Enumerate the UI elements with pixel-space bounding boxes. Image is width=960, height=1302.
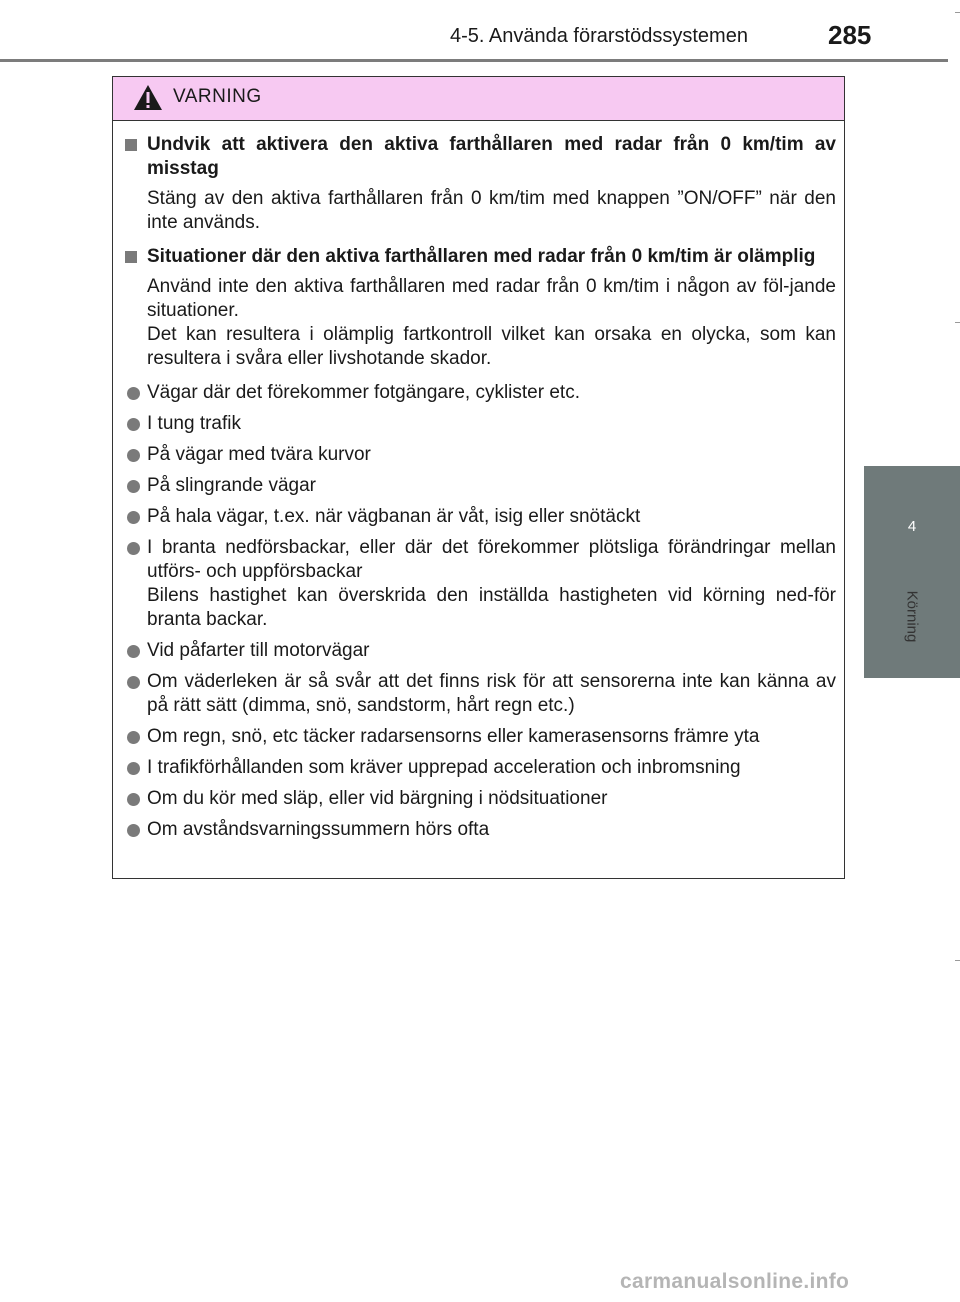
chapter-label: Körning — [903, 590, 921, 643]
watermark: carmanualsonline.info — [620, 1270, 850, 1293]
list-item — [125, 412, 836, 436]
warning-triangle-icon — [133, 84, 163, 111]
section-paragraph — [125, 275, 836, 371]
list-item — [125, 787, 836, 811]
circle-bullet-icon — [127, 676, 140, 689]
crop-mark — [955, 960, 960, 961]
list-item-text: I tung trafik — [147, 413, 241, 434]
circle-bullet-icon — [127, 480, 140, 493]
list-item — [125, 474, 836, 498]
list-item — [125, 443, 836, 467]
list-item-text: På slingrande vägar — [147, 475, 316, 496]
circle-bullet-icon — [127, 824, 140, 837]
circle-bullet-icon — [127, 418, 140, 431]
circle-bullet-icon — [127, 731, 140, 744]
crop-mark — [955, 322, 960, 323]
section-heading — [125, 133, 836, 181]
crop-mark — [955, 12, 960, 13]
list-item — [125, 536, 836, 632]
list-item — [125, 818, 836, 842]
section-paragraph — [125, 187, 836, 235]
circle-bullet-icon — [127, 645, 140, 658]
list-item — [125, 381, 836, 405]
warning-header — [113, 77, 844, 121]
list-item-text: På hala vägar, t.ex. när vägbanan är våt, isig eller snötäckt — [147, 506, 641, 527]
square-bullet-icon — [125, 139, 137, 151]
chapter-number: 4 — [907, 518, 917, 535]
list-item-text: Vägar där det förekommer fotgängare, cyklister etc. — [147, 382, 580, 403]
warning-body — [113, 121, 844, 842]
circle-bullet-icon — [127, 511, 140, 524]
list-item — [125, 505, 836, 529]
list-item-text: Bilens hastighet kan överskrida den inställda hastigheten vid körning ned-för branta backar. — [147, 585, 836, 630]
section-heading-text: Situationer där den aktiva farthållaren med radar från 0 km/tim är olämplig — [147, 246, 816, 267]
list-item — [125, 725, 836, 749]
circle-bullet-icon — [127, 449, 140, 462]
list-item — [125, 756, 836, 780]
circle-bullet-icon — [127, 387, 140, 400]
list-item-text: I branta nedförsbackar, eller där det förekommer plötsliga förändringar mellan utförs- och uppförsbackar — [147, 537, 836, 582]
list-item-text: I trafikförhållanden som kräver upprepad acceleration och inbromsning — [147, 757, 741, 778]
section-heading-text: Undvik att aktivera den aktiva farthållaren med radar från 0 km/tim av misstag — [147, 134, 836, 179]
square-bullet-icon — [125, 251, 137, 263]
list-item-text: Vid påfarter till motorvägar — [147, 640, 370, 661]
circle-bullet-icon — [127, 793, 140, 806]
section-heading — [125, 245, 836, 269]
list-item — [125, 670, 836, 718]
paragraph-line: Det kan resultera i olämplig fartkontroll vilket kan orsaka en olycka, som kan resultera i svåra eller livshotande skador. — [147, 324, 836, 369]
list-item — [125, 639, 836, 663]
paragraph-line: Använd inte den aktiva farthållaren med radar från 0 km/tim i någon av föl-jande situationer. — [147, 276, 836, 321]
warning-title: VARNING — [173, 86, 262, 107]
header-divider — [0, 59, 948, 62]
list-item-text: Om väderleken är så svår att det finns risk för att sensorerna inte kan känna av på rätt sätt (dimma, snö, sandstorm, hårt regn etc.) — [147, 671, 836, 716]
list-item-text: Om regn, snö, etc täcker radarsensorns eller kamerasensorns främre yta — [147, 726, 760, 747]
warning-box — [112, 76, 845, 879]
circle-bullet-icon — [127, 762, 140, 775]
section-title: 4-5. Använda förarstödssystemen — [450, 25, 748, 47]
list-item-text: Om avståndsvarningssummern hörs ofta — [147, 819, 490, 840]
list-item-text: Om du kör med släp, eller vid bärgning i nödsituationer — [147, 788, 608, 809]
circle-bullet-icon — [127, 542, 140, 555]
paragraph-line: Stäng av den aktiva farthållaren från 0 km/tim med knappen ”ON/OFF” när den inte används. — [147, 188, 836, 233]
page-number: 285 — [828, 20, 872, 50]
list-item-text: På vägar med tvära kurvor — [147, 444, 371, 465]
